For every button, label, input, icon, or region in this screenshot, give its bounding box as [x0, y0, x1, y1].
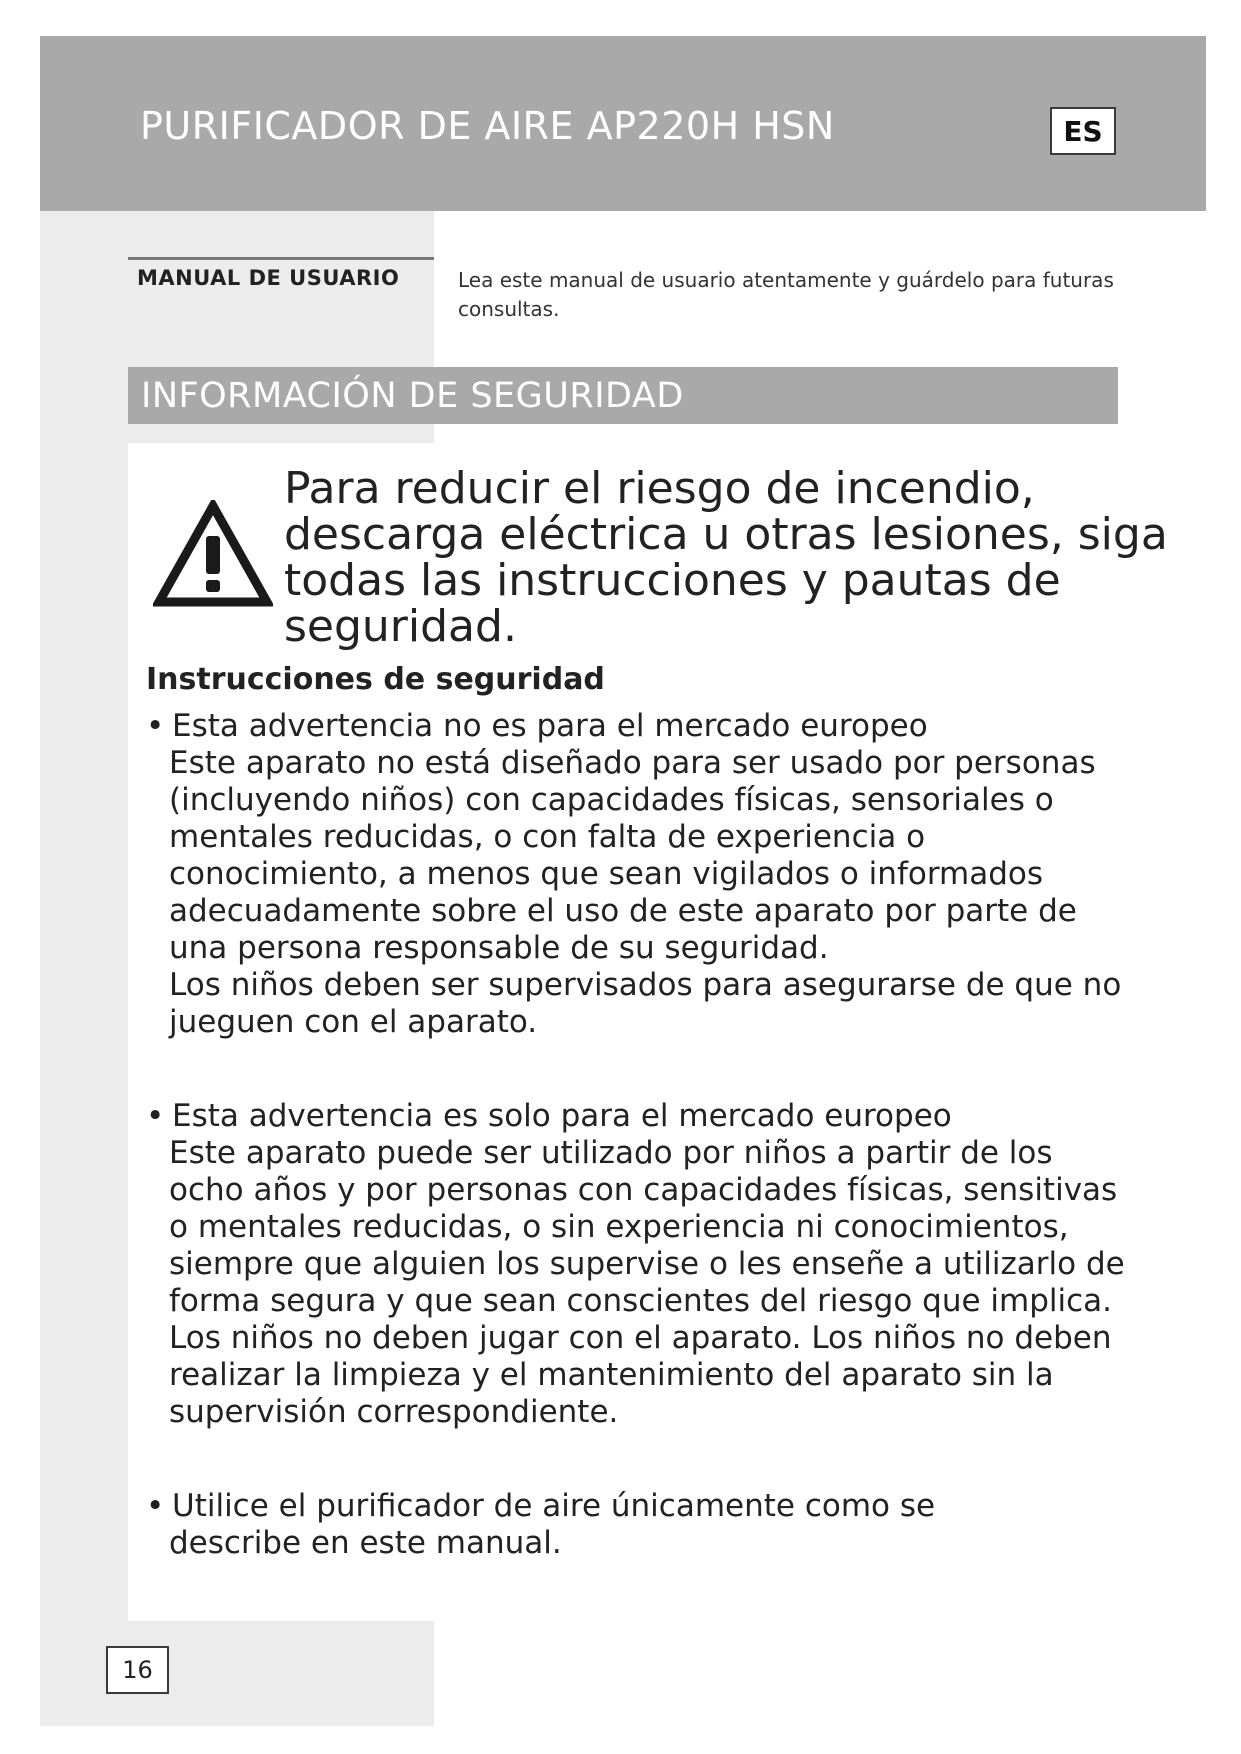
bullet-heading: Utilice el purificador de aire únicamente como se	[172, 1488, 936, 1524]
safety-bullet-3	[146, 1488, 1136, 1562]
language-badge: ES	[1050, 107, 1116, 155]
bullet-paragraph: Este aparato no está diseñado para ser usado por personas (incluyendo niños) con capacidades físicas, sensoriales o mentales reducidas, o con falta de experiencia o conocimiento, a menos que sean vigilados o informados adecuadamente sobre el uso de este aparato por parte de una persona responsable de su seguridad.	[169, 745, 1096, 966]
bullet-marker: •	[146, 1098, 165, 1134]
safety-subheading: Instrucciones de seguridad	[146, 662, 605, 697]
section-header-bar	[128, 367, 1118, 424]
warning-triangle-icon	[153, 500, 273, 608]
bullet-paragraph: Este aparato puede ser utilizado por niños a partir de los ocho años y por personas con capacidades físicas, sensitivas o mentales reducidas, o sin experiencia ni conocimientos, siempre que alguien los supervise o les enseñe a utilizarlo de forma segura y que sean conscientes del riesgo que implica. Los niños no deben jugar con el aparato. Los niños no deben realizar la limpieza y el mantenimiento del aparato sin la supervisión correspondiente.	[169, 1135, 1125, 1430]
bullet-marker: •	[146, 1488, 165, 1524]
warning-statement: Para reducir el riesgo de incendio, descarga eléctrica u otras lesiones, siga todas las instrucciones y pautas de seguridad.	[284, 463, 1168, 652]
page-number: 16	[106, 1646, 169, 1694]
bullet-heading: Esta advertencia no es para el mercado europeo	[172, 708, 928, 744]
bullet-paragraph: describe en este manual.	[169, 1525, 562, 1561]
bullet-marker: •	[146, 708, 165, 744]
manual-label: MANUAL DE USUARIO	[137, 266, 400, 290]
bullet-heading: Esta advertencia es solo para el mercado europeo	[172, 1098, 952, 1134]
safety-bullet-2	[146, 1098, 1136, 1431]
safety-bullet-1	[146, 708, 1136, 1041]
section-title: INFORMACIÓN DE SEGURIDAD	[141, 375, 684, 416]
manual-divider	[128, 257, 434, 260]
document-title: PURIFICADOR DE AIRE AP220H HSN	[140, 104, 835, 148]
manual-note: Lea este manual de usuario atentamente y guárdelo para futuras consultas.	[458, 268, 1114, 321]
bullet-paragraph: Los niños deben ser supervisados para asegurarse de que no jueguen con el aparato.	[169, 967, 1122, 1040]
